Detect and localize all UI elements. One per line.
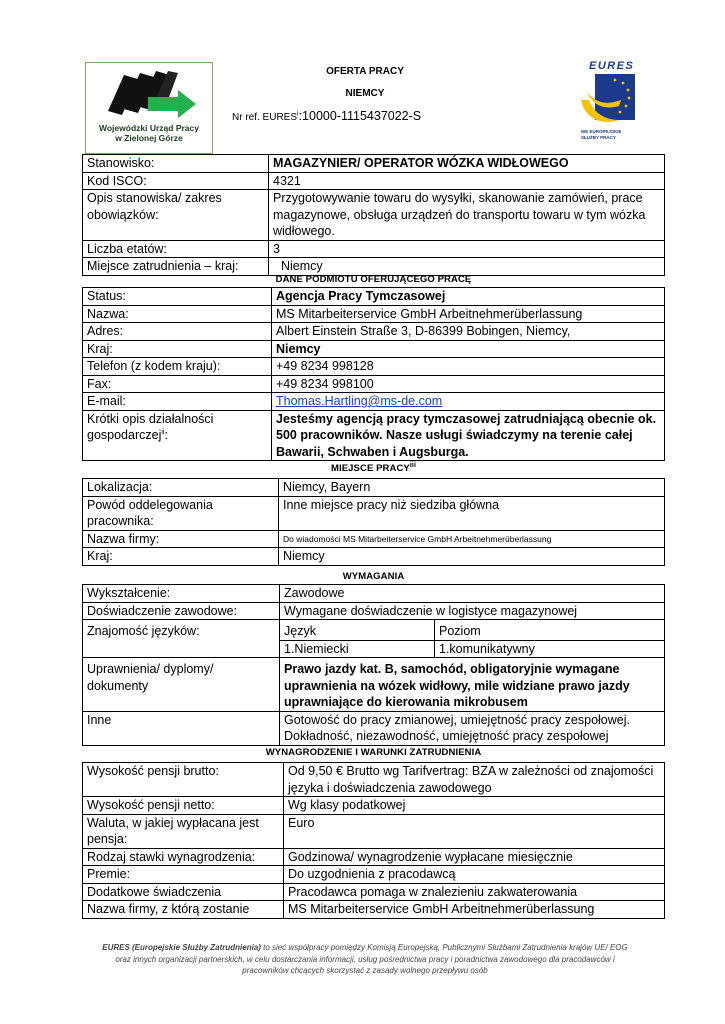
- email-cell: [272, 393, 665, 411]
- language-1: 1.Niemiecki: [280, 640, 435, 658]
- experience-label: Doświadczenie zawodowe:: [83, 602, 280, 620]
- positions-count-label: Liczba etatów:: [83, 240, 269, 258]
- page-footer: [70, 942, 660, 977]
- other-label: Inne: [83, 711, 280, 745]
- offer-title: OFERTA PRACY: [326, 66, 404, 77]
- company-label: Nazwa firmy:: [83, 530, 279, 548]
- table-row: [83, 393, 665, 411]
- isco-label: Kod ISCO:: [83, 172, 269, 190]
- offer-country: NIEMCY: [345, 88, 385, 99]
- footer-eures-name: EURES (Europejskie Służby Zatrudnienia): [102, 943, 261, 952]
- table-row: [83, 620, 665, 641]
- wup-logo-line1: Wojewódzki Urząd Pracy: [99, 123, 199, 133]
- email-label: E-mail:: [83, 393, 272, 411]
- workplace-table: [82, 478, 665, 566]
- net-salary-label: Wysokość pensji netto:: [83, 797, 284, 815]
- location-value: Niemcy, Bayern: [279, 479, 665, 497]
- status-value: Agencja Pracy Tymczasowej: [272, 288, 665, 306]
- eures-logo-graphic: [575, 70, 645, 132]
- workplace-footnote-mark: iii: [409, 461, 417, 469]
- rate-type-value: Godzinowa/ wynagrodzenie wypłacane miesięcznie: [284, 848, 665, 866]
- education-value: Zawodowe: [280, 585, 665, 603]
- employer-name-label: Nazwa:: [83, 305, 272, 323]
- ref-footnote-mark: i: [297, 110, 299, 118]
- address-value: Albert Einstein Straße 3, D-86399 Bobingen, Niemcy,: [272, 323, 665, 341]
- table-row: [83, 358, 665, 376]
- employer-section-title: DANE PODMIOTU OFERUJĄCEGO PRACĘ: [275, 274, 472, 285]
- footer-line3: pracowników chcących skorzystać z zasady wolnego przepływu osób: [242, 966, 488, 975]
- gross-salary-label: Wysokość pensji brutto:: [83, 763, 284, 797]
- requirements-section-title: WYMAGANIA: [342, 571, 405, 582]
- table-row: [83, 496, 665, 530]
- language-header: Język: [280, 620, 435, 641]
- isco-value: 4321: [269, 172, 665, 190]
- eures-logo: [575, 58, 645, 146]
- table-row: [83, 323, 665, 341]
- table-row: [83, 848, 665, 866]
- eures-logo-title: EURES: [589, 60, 635, 72]
- position-label: Stanowisko:: [83, 155, 269, 173]
- employer-table: [82, 287, 665, 461]
- table-row: [83, 155, 665, 173]
- table-row: [83, 901, 665, 919]
- table-row: [83, 763, 665, 797]
- position-value: MAGAZYNIER/ OPERATOR WÓZKA WIDŁOWEGO: [269, 155, 665, 173]
- wup-logo-line2: w Zielonej Górze: [115, 133, 183, 143]
- wup-logo-graphic: [86, 63, 212, 125]
- currency-label: Waluta, w jakiej wypłacana jest pensja:: [83, 814, 284, 848]
- level-header: Poziom: [435, 620, 665, 641]
- location-label: Lokalizacja:: [83, 479, 279, 497]
- table-row: [83, 172, 665, 190]
- eures-logo-tagline2: SŁUŻBY PRACY: [581, 135, 616, 140]
- permissions-value: Prawo jazdy kat. B, samochód, obligatoryjnie wymagane uprawnienia na wózek widłowy, mile widziane prawo jazdy uprawniające do kierowania mikrobusem: [280, 658, 665, 712]
- education-label: Wykształcenie:: [83, 585, 280, 603]
- languages-label: Znajomość języków:: [83, 620, 280, 658]
- table-row: [83, 548, 665, 566]
- activity-label-text: Krótki opis działalności gospodarczej: [87, 411, 214, 442]
- wup-logo: [85, 62, 213, 154]
- rate-type-label: Rodzaj stawki wynagrodzenia:: [83, 848, 284, 866]
- footer-line2: oraz innych organizacji partnerskich, w celu dostarczania informacji, usług pośrednictwa pracy i poradnictwa zawodowego dla pracodawców i: [115, 954, 615, 964]
- positions-count-value: 3: [269, 240, 665, 258]
- bonus-value: Do uzgodnienia z pracodawcą: [284, 866, 665, 884]
- ref-prefix: Nr ref. EURES: [232, 112, 298, 123]
- table-row: [83, 340, 665, 358]
- fax-value: +49 8234 998100: [272, 375, 665, 393]
- bonus-label: Premie:: [83, 866, 284, 884]
- firm-value: MS Mitarbeiterservice GmbH Arbeitnehmerüberlassung: [284, 901, 665, 919]
- ref-number: :10000-1115437022-S: [298, 109, 422, 123]
- email-link[interactable]: Thomas.Hartling@ms-de.com: [276, 394, 443, 408]
- activity-label: [83, 410, 272, 461]
- description-value: Przygotowywanie towaru do wysyłki, skanowanie zamówień, prace magazynowe, obsługa urządzeń do transportu towaru w tym wózka widłowego.: [269, 190, 665, 241]
- level-1: 1.komunikatywny: [435, 640, 665, 658]
- other-value: Gotowość do pracy zmianowej, umiejętność pracy zespołowej. Dokładność, niezawodność, umiejętność pracy zespołowej: [280, 711, 665, 745]
- salary-section-title: WYNAGRODZENIE I WARUNKI ZATRUDNIENIA: [265, 747, 482, 758]
- company-value: Do wiadomości MS Mitarbeiterservice GmbH Arbeitnehmerüberlassung: [279, 530, 665, 548]
- job-table: [82, 154, 665, 276]
- reason-value: Inne miejsce pracy niż siedziba główna: [279, 496, 665, 530]
- table-row: [83, 797, 665, 815]
- table-row: [83, 866, 665, 884]
- fax-label: Fax:: [83, 375, 272, 393]
- footer-line1: [70, 942, 660, 954]
- firm-label: Nazwa firmy, z którą zostanie: [83, 901, 284, 919]
- activity-footnote-mark: ii: [161, 428, 165, 436]
- workplace-country-label: Miejsce zatrudnienia – kraj:: [83, 258, 269, 276]
- table-row: [83, 814, 665, 848]
- workplace-country-value: Niemcy: [269, 258, 665, 276]
- table-row: [83, 479, 665, 497]
- table-row: [83, 585, 665, 603]
- description-label: Opis stanowiska/ zakres obowiązków:: [83, 190, 269, 241]
- table-row: [83, 711, 665, 745]
- benefits-value: Pracodawca pomaga w znalezieniu zakwaterowania: [284, 883, 665, 901]
- workplace-section-title: [82, 463, 665, 474]
- phone-value: +49 8234 998128: [272, 358, 665, 376]
- table-row: [83, 602, 665, 620]
- table-row: [83, 190, 665, 241]
- table-row: [83, 375, 665, 393]
- salary-table: [82, 762, 665, 919]
- table-row: [83, 288, 665, 306]
- employer-name-value: MS Mitarbeiterservice GmbH Arbeitnehmerüberlassung: [272, 305, 665, 323]
- employer-country-label: Kraj:: [83, 340, 272, 358]
- benefits-label: Dodatkowe świadczenia: [83, 883, 284, 901]
- table-row: [83, 240, 665, 258]
- offer-reference: [232, 109, 492, 123]
- reason-label: Powód oddelegowania pracownika:: [83, 496, 279, 530]
- currency-value: Euro: [284, 814, 665, 848]
- activity-value: Jesteśmy agencją pracy tymczasowej zatrudniającą obecnie ok. 500 pracowników. Nasze usługi świadczymy na terenie całej Bawarii, Schwaben i Augsburga.: [272, 410, 665, 461]
- permissions-label: Uprawnienia/ dyplomy/ dokumenty: [83, 658, 280, 712]
- status-label: Status:: [83, 288, 272, 306]
- gross-salary-value: Od 9,50 € Brutto wg Tarifvertrag: BZA w zależności od znajomości języka i doświadczenia zawodowego: [284, 763, 665, 797]
- employer-country-value: Niemcy: [272, 340, 665, 358]
- table-row: [83, 883, 665, 901]
- experience-value: Wymagane doświadczenie w logistyce magazynowej: [280, 602, 665, 620]
- table-row: [83, 305, 665, 323]
- phone-label: Telefon (z kodem kraju):: [83, 358, 272, 376]
- table-row: [83, 658, 665, 712]
- footer-line1-rest: to sieć współpracy pomiędzy Komisją Europejską, Publicznymi Służbami Zatrudnienia krajów UE/ EOG: [260, 943, 628, 952]
- workplace-section-text: MIEJSCE PRACY: [330, 463, 410, 474]
- address-label: Adres:: [83, 323, 272, 341]
- net-salary-value: Wg klasy podatkowej: [284, 797, 665, 815]
- activity-label-colon: :: [164, 428, 168, 442]
- requirements-table: [82, 584, 665, 746]
- table-row: [83, 410, 665, 461]
- workplace-country-label: Kraj:: [83, 548, 279, 566]
- table-row: [83, 530, 665, 548]
- table-row: [83, 258, 665, 276]
- workplace-country-value: Niemcy: [279, 548, 665, 566]
- eures-logo-tagline1: WE EUROPEJSKIE: [581, 129, 622, 134]
